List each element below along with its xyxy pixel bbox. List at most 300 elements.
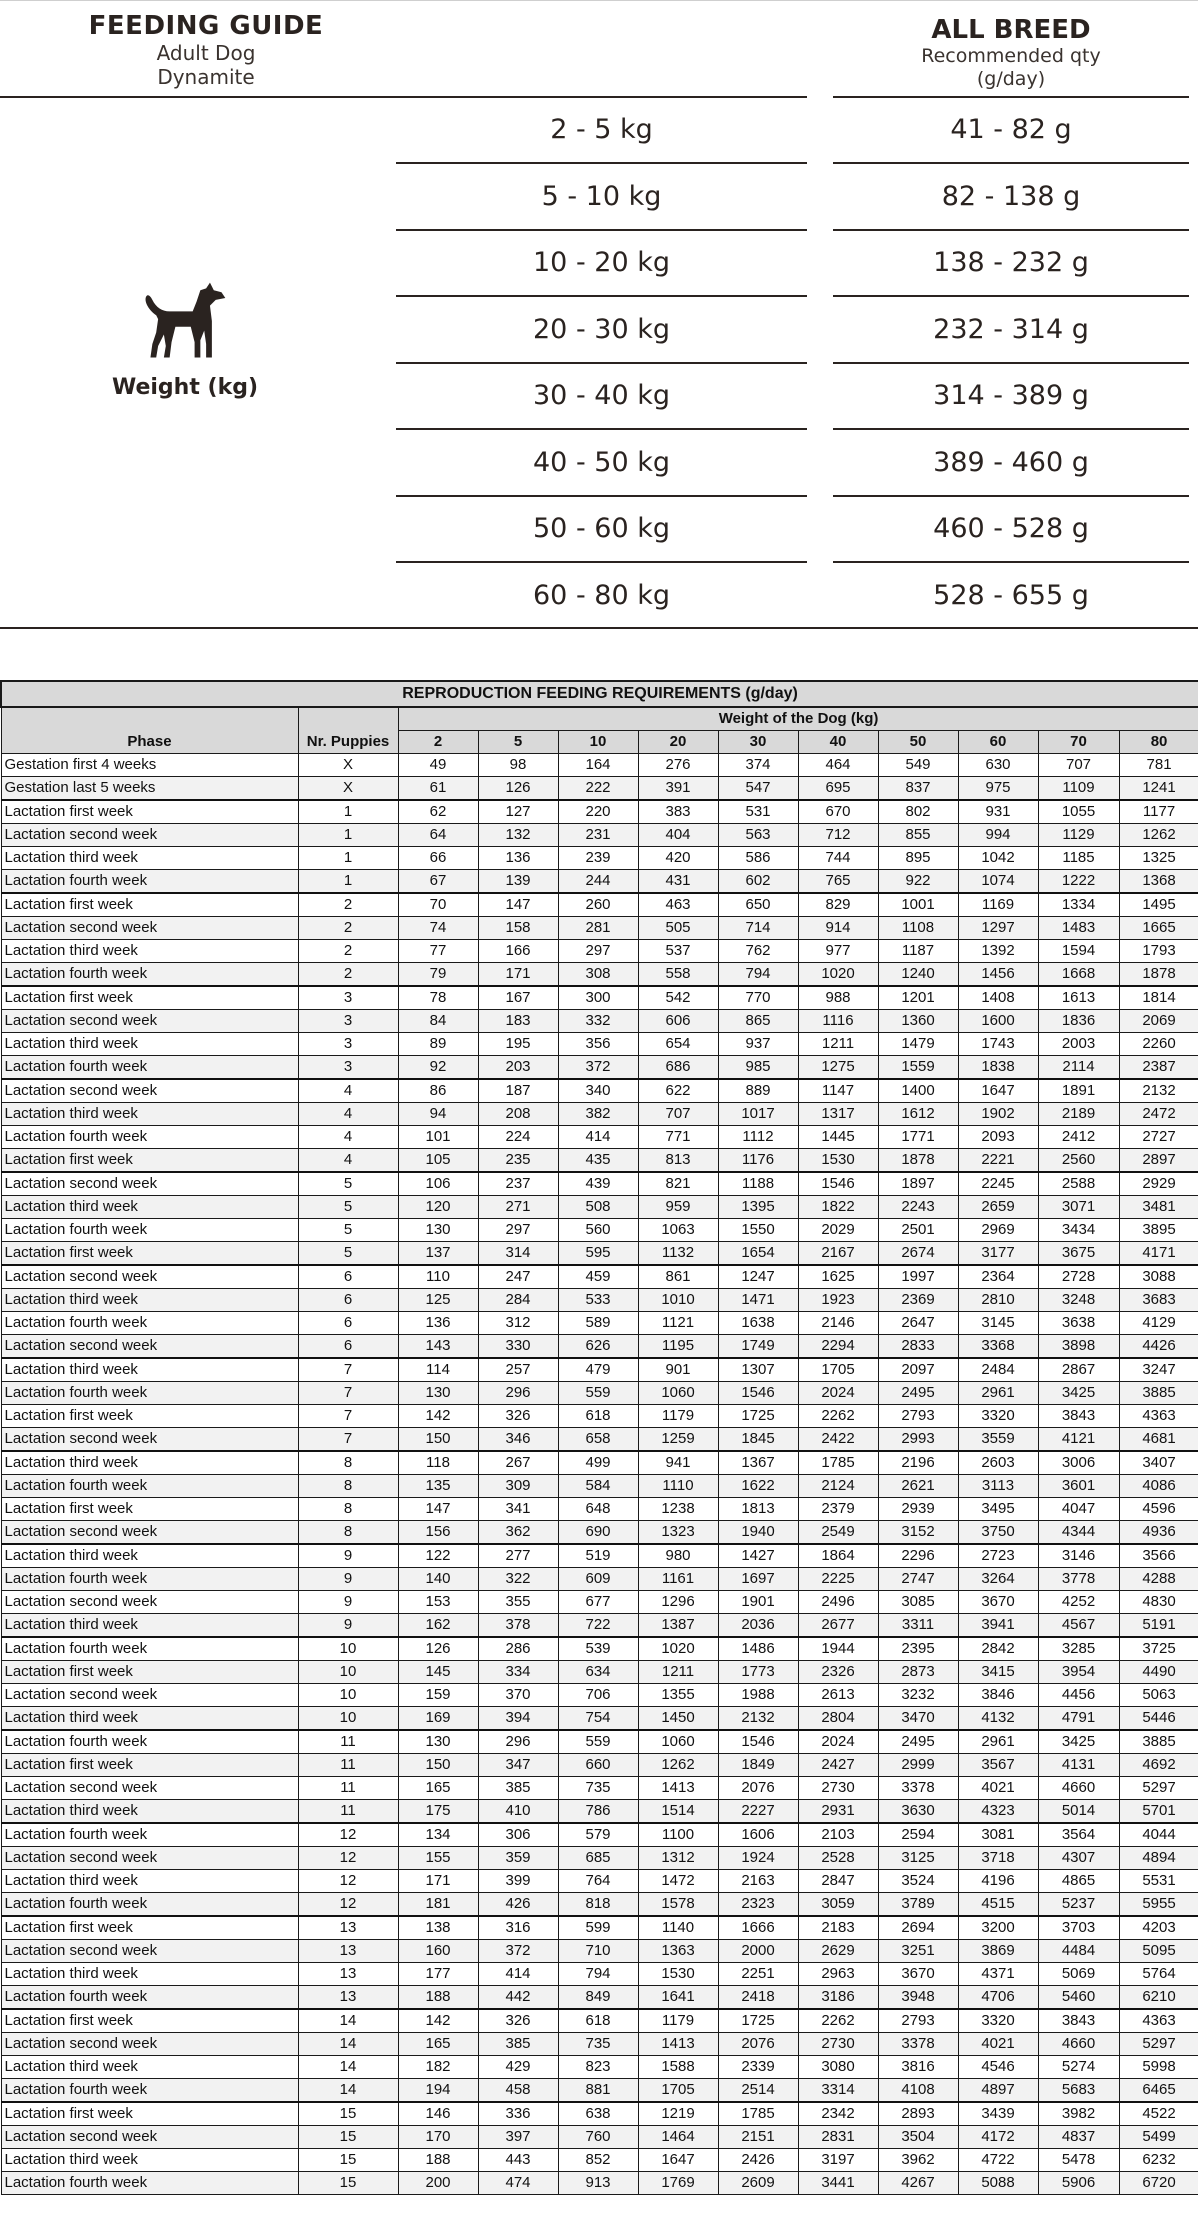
table-row bbox=[1, 1010, 1198, 1033]
phase-cell: Lactation fourth week bbox=[1, 2079, 298, 2103]
value-cell: 1600 bbox=[958, 1010, 1038, 1033]
table-title: REPRODUCTION FEEDING REQUIREMENTS (g/day) bbox=[1, 681, 1198, 707]
value-cell: 770 bbox=[718, 986, 798, 1010]
value-cell: 147 bbox=[478, 893, 558, 917]
value-cell: 4021 bbox=[958, 1777, 1038, 1800]
table-row bbox=[1, 1591, 1198, 1614]
value-cell: 3085 bbox=[878, 1591, 958, 1614]
value-cell: 4567 bbox=[1038, 1614, 1119, 1638]
guide-row bbox=[396, 497, 1189, 563]
value-cell: 2196 bbox=[878, 1451, 958, 1475]
value-cell: 852 bbox=[558, 2149, 638, 2172]
value-cell: 1530 bbox=[798, 1149, 878, 1173]
value-cell: 1785 bbox=[718, 2102, 798, 2126]
value-cell: 94 bbox=[398, 1103, 478, 1126]
recommended-qty: 41 - 82 g bbox=[833, 98, 1189, 164]
value-cell: 410 bbox=[478, 1800, 558, 1824]
value-cell: 2961 bbox=[958, 1730, 1038, 1754]
value-cell: 818 bbox=[558, 1893, 638, 1917]
value-cell: 5998 bbox=[1119, 2056, 1198, 2079]
value-cell: 142 bbox=[398, 1405, 478, 1428]
value-cell: 1169 bbox=[958, 893, 1038, 917]
value-cell: 508 bbox=[558, 1196, 638, 1219]
weight-range: 50 - 60 kg bbox=[396, 497, 807, 563]
phase-cell: Lactation third week bbox=[1, 940, 298, 963]
value-cell: 2103 bbox=[798, 1823, 878, 1847]
value-cell: 2000 bbox=[718, 1940, 798, 1963]
guide-title: FEEDING GUIDE bbox=[88, 11, 324, 41]
phase-cell: Lactation fourth week bbox=[1, 1382, 298, 1405]
value-cell: 2999 bbox=[878, 1754, 958, 1777]
feeding-guide bbox=[0, 0, 1198, 629]
phase-cell: Lactation third week bbox=[1, 1544, 298, 1568]
puppies-header: Nr. Puppies bbox=[298, 707, 398, 754]
value-cell: 2036 bbox=[718, 1614, 798, 1638]
recommended-qty: 528 - 655 g bbox=[933, 579, 1089, 611]
value-cell: 760 bbox=[558, 2126, 638, 2149]
value-cell: 4371 bbox=[958, 1963, 1038, 1986]
value-cell: 4129 bbox=[1119, 1312, 1198, 1335]
value-cell: 281 bbox=[558, 917, 638, 940]
value-cell: 1625 bbox=[798, 1265, 878, 1289]
value-cell: 3186 bbox=[798, 1986, 878, 2010]
puppies-cell: 6 bbox=[298, 1335, 398, 1359]
value-cell: 166 bbox=[478, 940, 558, 963]
value-cell: 584 bbox=[558, 1475, 638, 1498]
phase-cell: Lactation third week bbox=[1, 2149, 298, 2172]
phase-cell: Lactation second week bbox=[1, 1079, 298, 1103]
puppies-cell: 12 bbox=[298, 1870, 398, 1893]
value-cell: 1387 bbox=[638, 1614, 718, 1638]
weight-range: 20 - 30 kg bbox=[396, 298, 807, 364]
phase-cell: Lactation first week bbox=[1, 986, 298, 1010]
puppies-cell: 7 bbox=[298, 1358, 398, 1382]
value-cell: 2003 bbox=[1038, 1033, 1119, 1056]
qty-label: Recommended qty bbox=[921, 45, 1101, 67]
value-cell: 463 bbox=[638, 893, 718, 917]
value-cell: 167 bbox=[478, 986, 558, 1010]
puppies-cell: 6 bbox=[298, 1312, 398, 1335]
value-cell: 1413 bbox=[638, 1777, 718, 1800]
value-cell: 64 bbox=[398, 824, 478, 847]
value-cell: 378 bbox=[478, 1614, 558, 1638]
value-cell: 1147 bbox=[798, 1079, 878, 1103]
value-cell: 1588 bbox=[638, 2056, 718, 2079]
table-row bbox=[1, 1196, 1198, 1219]
value-cell: 821 bbox=[638, 1172, 718, 1196]
value-cell: 1813 bbox=[718, 1498, 798, 1521]
value-cell: 599 bbox=[558, 1916, 638, 1940]
value-cell: 66 bbox=[398, 847, 478, 870]
value-cell: 2097 bbox=[878, 1358, 958, 1382]
table-row bbox=[1, 1079, 1198, 1103]
value-cell: 1211 bbox=[638, 1661, 718, 1684]
recommended-qty: 138 - 232 g bbox=[833, 231, 1189, 297]
table-row bbox=[1, 800, 1198, 824]
value-cell: 849 bbox=[558, 1986, 638, 2010]
value-cell: 1241 bbox=[1119, 777, 1198, 801]
value-cell: 426 bbox=[478, 1893, 558, 1917]
value-cell: 260 bbox=[558, 893, 638, 917]
value-cell: 1063 bbox=[638, 1219, 718, 1242]
value-cell: 677 bbox=[558, 1591, 638, 1614]
value-cell: 1323 bbox=[638, 1521, 718, 1545]
value-cell: 1793 bbox=[1119, 940, 1198, 963]
value-cell: 650 bbox=[718, 893, 798, 917]
table-row bbox=[1, 1963, 1198, 1986]
value-cell: 4546 bbox=[958, 2056, 1038, 2079]
value-cell: 146 bbox=[398, 2102, 478, 2126]
value-cell: 4897 bbox=[958, 2079, 1038, 2103]
phase-cell: Gestation last 5 weeks bbox=[1, 777, 298, 801]
value-cell: 2963 bbox=[798, 1963, 878, 1986]
puppies-cell: 3 bbox=[298, 986, 398, 1010]
value-cell: 4121 bbox=[1038, 1428, 1119, 1452]
value-cell: 3670 bbox=[958, 1591, 1038, 1614]
value-cell: 3177 bbox=[958, 1242, 1038, 1266]
value-cell: 2560 bbox=[1038, 1149, 1119, 1173]
value-cell: 2694 bbox=[878, 1916, 958, 1940]
value-cell: 5191 bbox=[1119, 1614, 1198, 1638]
value-cell: 626 bbox=[558, 1335, 638, 1359]
value-cell: 2146 bbox=[798, 1312, 878, 1335]
table-row bbox=[1, 1870, 1198, 1893]
value-cell: 347 bbox=[478, 1754, 558, 1777]
weight-column-header: 30 bbox=[718, 731, 798, 754]
value-cell: 1445 bbox=[798, 1126, 878, 1149]
phase-cell: Lactation third week bbox=[1, 1614, 298, 1638]
table-row bbox=[1, 1847, 1198, 1870]
table-row bbox=[1, 893, 1198, 917]
value-cell: 595 bbox=[558, 1242, 638, 1266]
breed-title: ALL BREED bbox=[931, 15, 1091, 45]
phase-cell: Lactation second week bbox=[1, 1684, 298, 1707]
table-row bbox=[1, 1382, 1198, 1405]
table-row bbox=[1, 1800, 1198, 1824]
value-cell: 549 bbox=[878, 754, 958, 777]
value-cell: 385 bbox=[478, 1777, 558, 1800]
value-cell: 105 bbox=[398, 1149, 478, 1173]
value-cell: 222 bbox=[558, 777, 638, 801]
value-cell: 781 bbox=[1119, 754, 1198, 777]
value-cell: 3081 bbox=[958, 1823, 1038, 1847]
value-cell: 2621 bbox=[878, 1475, 958, 1498]
table-row bbox=[1, 1172, 1198, 1196]
value-cell: 1697 bbox=[718, 1568, 798, 1591]
value-cell: 309 bbox=[478, 1475, 558, 1498]
value-cell: 2472 bbox=[1119, 1103, 1198, 1126]
value-cell: 2674 bbox=[878, 1242, 958, 1266]
value-cell: 3197 bbox=[798, 2149, 878, 2172]
value-cell: 3470 bbox=[878, 1707, 958, 1731]
table-row bbox=[1, 1986, 1198, 2010]
table-row bbox=[1, 1823, 1198, 1847]
value-cell: 1325 bbox=[1119, 847, 1198, 870]
table-row bbox=[1, 754, 1198, 777]
value-cell: 3232 bbox=[878, 1684, 958, 1707]
value-cell: 77 bbox=[398, 940, 478, 963]
value-cell: 654 bbox=[638, 1033, 718, 1056]
value-cell: 200 bbox=[398, 2172, 478, 2195]
value-cell: 2804 bbox=[798, 1707, 878, 1731]
value-cell: 2873 bbox=[878, 1661, 958, 1684]
value-cell: 559 bbox=[558, 1382, 638, 1405]
value-cell: 3425 bbox=[1038, 1730, 1119, 1754]
recommended-qty: 314 - 389 g bbox=[833, 364, 1189, 430]
guide-row bbox=[396, 431, 1189, 497]
value-cell: 3441 bbox=[798, 2172, 878, 2195]
value-cell: 3145 bbox=[958, 1312, 1038, 1335]
value-cell: 5297 bbox=[1119, 1777, 1198, 1800]
value-cell: 239 bbox=[558, 847, 638, 870]
value-cell: 3314 bbox=[798, 2079, 878, 2103]
phase-cell: Lactation fourth week bbox=[1, 1475, 298, 1498]
value-cell: 3566 bbox=[1119, 1544, 1198, 1568]
value-cell: 1878 bbox=[878, 1149, 958, 1173]
puppies-cell: 15 bbox=[298, 2172, 398, 2195]
phase-cell: Lactation first week bbox=[1, 1916, 298, 1940]
phase-cell: Lactation second week bbox=[1, 824, 298, 847]
value-cell: 1785 bbox=[798, 1451, 878, 1475]
value-cell: 1725 bbox=[718, 2009, 798, 2033]
value-cell: 2501 bbox=[878, 1219, 958, 1242]
value-cell: 136 bbox=[478, 847, 558, 870]
phase-cell: Lactation fourth week bbox=[1, 1312, 298, 1335]
value-cell: 1666 bbox=[718, 1916, 798, 1940]
value-cell: 1612 bbox=[878, 1103, 958, 1126]
puppies-cell: 3 bbox=[298, 1010, 398, 1033]
value-cell: 340 bbox=[558, 1079, 638, 1103]
value-cell: 706 bbox=[558, 1684, 638, 1707]
value-cell: 2364 bbox=[958, 1265, 1038, 1289]
phase-cell: Lactation second week bbox=[1, 1172, 298, 1196]
value-cell: 1108 bbox=[878, 917, 958, 940]
table-row bbox=[1, 917, 1198, 940]
value-cell: 3869 bbox=[958, 1940, 1038, 1963]
phase-cell: Lactation third week bbox=[1, 1870, 298, 1893]
puppies-cell: X bbox=[298, 754, 398, 777]
value-cell: 394 bbox=[478, 1707, 558, 1731]
value-cell: 5088 bbox=[958, 2172, 1038, 2195]
value-cell: 1613 bbox=[1038, 986, 1119, 1010]
value-cell: 1705 bbox=[638, 2079, 718, 2103]
recommended-qty: 460 - 528 g bbox=[833, 497, 1189, 563]
value-cell: 714 bbox=[718, 917, 798, 940]
value-cell: 385 bbox=[478, 2033, 558, 2056]
recommended-qty: 389 - 460 g bbox=[833, 431, 1189, 497]
puppies-cell: 2 bbox=[298, 963, 398, 987]
value-cell: 4288 bbox=[1119, 1568, 1198, 1591]
value-cell: 89 bbox=[398, 1033, 478, 1056]
puppies-cell: 8 bbox=[298, 1475, 398, 1498]
value-cell: 130 bbox=[398, 1730, 478, 1754]
value-cell: 1140 bbox=[638, 1916, 718, 1940]
phase-cell: Lactation fourth week bbox=[1, 1823, 298, 1847]
value-cell: 690 bbox=[558, 1521, 638, 1545]
value-cell: 2793 bbox=[878, 1405, 958, 1428]
value-cell: 5478 bbox=[1038, 2149, 1119, 2172]
value-cell: 533 bbox=[558, 1289, 638, 1312]
phase-cell: Lactation second week bbox=[1, 1777, 298, 1800]
value-cell: 2993 bbox=[878, 1428, 958, 1452]
puppies-cell: 6 bbox=[298, 1289, 398, 1312]
value-cell: 563 bbox=[718, 824, 798, 847]
guide-row bbox=[396, 165, 1189, 231]
puppies-cell: 11 bbox=[298, 1754, 398, 1777]
value-cell: 1495 bbox=[1119, 893, 1198, 917]
value-cell: 786 bbox=[558, 1800, 638, 1824]
weight-range: 40 - 50 kg bbox=[396, 431, 807, 497]
value-cell: 4344 bbox=[1038, 1521, 1119, 1545]
reproduction-table-section bbox=[0, 680, 1198, 2195]
puppies-cell: 5 bbox=[298, 1219, 398, 1242]
table-row bbox=[1, 2056, 1198, 2079]
value-cell: 5906 bbox=[1038, 2172, 1119, 2195]
value-cell: 3885 bbox=[1119, 1382, 1198, 1405]
puppies-cell: X bbox=[298, 777, 398, 801]
value-cell: 3146 bbox=[1038, 1544, 1119, 1568]
table-row bbox=[1, 1916, 1198, 1940]
value-cell: 2326 bbox=[798, 1661, 878, 1684]
value-cell: 326 bbox=[478, 1405, 558, 1428]
value-cell: 3088 bbox=[1119, 1265, 1198, 1289]
weight-column-header: 40 bbox=[798, 731, 878, 754]
value-cell: 1355 bbox=[638, 1684, 718, 1707]
phase-cell: Lactation first week bbox=[1, 1149, 298, 1173]
value-cell: 2260 bbox=[1119, 1033, 1198, 1056]
puppies-cell: 12 bbox=[298, 1893, 398, 1917]
table-row bbox=[1, 2172, 1198, 2195]
value-cell: 1924 bbox=[718, 1847, 798, 1870]
value-cell: 2629 bbox=[798, 1940, 878, 1963]
value-cell: 3152 bbox=[878, 1521, 958, 1545]
value-cell: 383 bbox=[638, 800, 718, 824]
value-cell: 2369 bbox=[878, 1289, 958, 1312]
value-cell: 2221 bbox=[958, 1149, 1038, 1173]
weight-column-header: 60 bbox=[958, 731, 1038, 754]
value-cell: 1836 bbox=[1038, 1010, 1119, 1033]
value-cell: 314 bbox=[478, 1242, 558, 1266]
table-row bbox=[1, 1730, 1198, 1754]
value-cell: 1891 bbox=[1038, 1079, 1119, 1103]
puppies-cell: 1 bbox=[298, 800, 398, 824]
value-cell: 220 bbox=[558, 800, 638, 824]
phase-header: Phase bbox=[1, 707, 298, 754]
table-body bbox=[1, 754, 1198, 2195]
value-cell: 1923 bbox=[798, 1289, 878, 1312]
value-cell: 6210 bbox=[1119, 1986, 1198, 2010]
value-cell: 1814 bbox=[1119, 986, 1198, 1010]
value-cell: 1773 bbox=[718, 1661, 798, 1684]
value-cell: 125 bbox=[398, 1289, 478, 1312]
value-cell: 3481 bbox=[1119, 1196, 1198, 1219]
value-cell: 474 bbox=[478, 2172, 558, 2195]
value-cell: 802 bbox=[878, 800, 958, 824]
puppies-cell: 13 bbox=[298, 1963, 398, 1986]
value-cell: 247 bbox=[478, 1265, 558, 1289]
value-cell: 188 bbox=[398, 1986, 478, 2010]
value-cell: 1020 bbox=[798, 963, 878, 987]
value-cell: 155 bbox=[398, 1847, 478, 1870]
value-cell: 1479 bbox=[878, 1033, 958, 1056]
puppies-cell: 1 bbox=[298, 847, 398, 870]
value-cell: 4047 bbox=[1038, 1498, 1119, 1521]
phase-cell: Lactation first week bbox=[1, 1661, 298, 1684]
value-cell: 1001 bbox=[878, 893, 958, 917]
weight-label: Weight (kg) bbox=[111, 375, 259, 400]
phase-cell: Gestation first 4 weeks bbox=[1, 754, 298, 777]
value-cell: 153 bbox=[398, 1591, 478, 1614]
value-cell: 3601 bbox=[1038, 1475, 1119, 1498]
value-cell: 399 bbox=[478, 1870, 558, 1893]
value-cell: 286 bbox=[478, 1637, 558, 1661]
value-cell: 881 bbox=[558, 2079, 638, 2103]
value-cell: 1275 bbox=[798, 1056, 878, 1080]
value-cell: 2114 bbox=[1038, 1056, 1119, 1080]
value-cell: 2245 bbox=[958, 1172, 1038, 1196]
value-cell: 1901 bbox=[718, 1591, 798, 1614]
value-cell: 4267 bbox=[878, 2172, 958, 2195]
value-cell: 3251 bbox=[878, 1940, 958, 1963]
value-cell: 5531 bbox=[1119, 1870, 1198, 1893]
table-row bbox=[1, 940, 1198, 963]
weight-range: 30 - 40 kg bbox=[396, 364, 807, 430]
puppies-cell: 2 bbox=[298, 917, 398, 940]
value-cell: 1179 bbox=[638, 2009, 718, 2033]
value-cell: 547 bbox=[718, 777, 798, 801]
value-cell: 162 bbox=[398, 1614, 478, 1638]
phase-cell: Lactation fourth week bbox=[1, 1568, 298, 1591]
value-cell: 1240 bbox=[878, 963, 958, 987]
puppies-cell: 15 bbox=[298, 2149, 398, 2172]
value-cell: 158 bbox=[478, 917, 558, 940]
value-cell: 829 bbox=[798, 893, 878, 917]
puppies-cell: 1 bbox=[298, 824, 398, 847]
value-cell: 1116 bbox=[798, 1010, 878, 1033]
value-cell: 606 bbox=[638, 1010, 718, 1033]
value-cell: 5069 bbox=[1038, 1963, 1119, 1986]
value-cell: 1074 bbox=[958, 870, 1038, 894]
value-cell: 67 bbox=[398, 870, 478, 894]
value-cell: 638 bbox=[558, 2102, 638, 2126]
value-cell: 3059 bbox=[798, 1893, 878, 1917]
value-cell: 1363 bbox=[638, 1940, 718, 1963]
value-cell: 977 bbox=[798, 940, 878, 963]
value-cell: 1042 bbox=[958, 847, 1038, 870]
puppies-cell: 9 bbox=[298, 1568, 398, 1591]
value-cell: 1247 bbox=[718, 1265, 798, 1289]
value-cell: 762 bbox=[718, 940, 798, 963]
value-cell: 391 bbox=[638, 777, 718, 801]
value-cell: 931 bbox=[958, 800, 1038, 824]
value-cell: 707 bbox=[638, 1103, 718, 1126]
value-cell: 3789 bbox=[878, 1893, 958, 1917]
value-cell: 442 bbox=[478, 1986, 558, 2010]
puppies-cell: 3 bbox=[298, 1056, 398, 1080]
value-cell: 1368 bbox=[1119, 870, 1198, 894]
value-cell: 300 bbox=[558, 986, 638, 1010]
weight-column-header: 10 bbox=[558, 731, 638, 754]
qty-unit: (g/day) bbox=[976, 68, 1046, 90]
value-cell: 1367 bbox=[718, 1451, 798, 1475]
value-cell: 707 bbox=[1038, 754, 1119, 777]
puppies-cell: 10 bbox=[298, 1661, 398, 1684]
phase-cell: Lactation third week bbox=[1, 1963, 298, 1986]
value-cell: 5014 bbox=[1038, 1800, 1119, 1824]
puppies-cell: 2 bbox=[298, 940, 398, 963]
value-cell: 2262 bbox=[798, 2009, 878, 2033]
value-cell: 4044 bbox=[1119, 1823, 1198, 1847]
